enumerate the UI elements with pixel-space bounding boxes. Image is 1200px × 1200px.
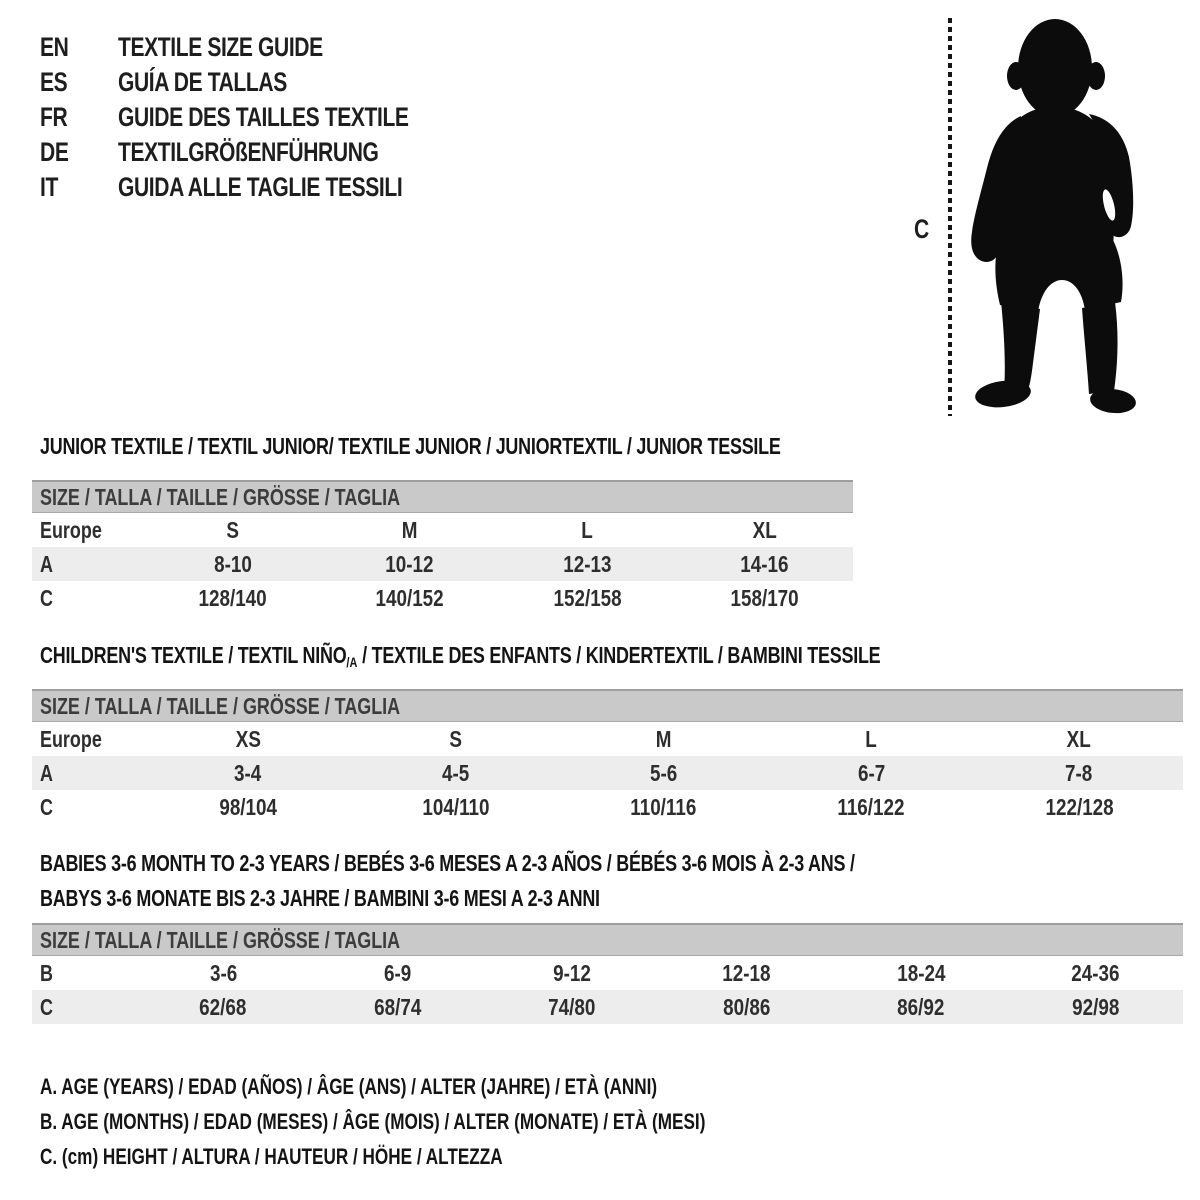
language-code-text: FR [40,102,68,132]
size-cell [144,726,352,753]
language-code [40,67,118,98]
language-title-text: TEXTILGRÖßENFÜHRUNG [118,137,379,167]
height-cell-text: 68/74 [374,993,422,1020]
footnote-a-text: A. AGE (YEARS) / EDAD (AÑOS) / ÂGE (ANS) / ALTER (JAHRE) / ETÀ (ANNI) [40,1073,658,1099]
height-cell-text: 80/86 [723,993,771,1020]
junior-table-header-text: SIZE / TALLA / TAILLE / GRÖSSE / TAGLIA [40,483,401,510]
months-cell [1009,960,1184,987]
age-cell-text: 14-16 [740,550,789,577]
height-dashed-line [948,18,952,416]
height-cell [975,794,1183,821]
size-cell-text: M [402,516,418,543]
babies-row-months [32,956,1183,990]
language-code-text: DE [40,137,69,167]
footnote-b-text: B. AGE (MONTHS) / EDAD (MESES) / ÂGE (MOIS) / ALTER (MONATE) / ETÀ (MESI) [40,1108,706,1134]
footnote-a [40,1069,893,1104]
row-label [32,585,144,612]
height-cell [560,794,768,821]
babies-section-title-line2-text: BABYS 3-6 MONATE BIS 2-3 JAHRE / BAMBINI 3-6 MESI A 2-3 ANNI [40,885,600,911]
language-title-list [40,30,491,205]
row-label-text: C [40,584,53,611]
row-label [32,551,144,578]
language-row-en [40,30,491,65]
size-cell-text: L [865,725,878,752]
age-cell-text: 10-12 [385,550,434,577]
size-cell [321,517,498,544]
footnote-legend [40,1069,893,1174]
age-cell-text: 12-13 [562,550,612,577]
children-title-suffix: / TEXTILE DES ENFANTS / KINDERTEXTIL / BAMBINI TESSILE [357,642,881,668]
size-cell-text: XL [752,516,777,543]
height-cell-text: 92/98 [1072,993,1120,1020]
size-cell [676,517,853,544]
months-cell-text: 3-6 [209,959,237,986]
children-row-europe [32,722,1183,756]
months-cell [136,960,311,987]
row-label-text: Europe [40,516,102,543]
height-cell-text: 86/92 [897,993,945,1020]
height-cell [676,585,853,612]
row-label-text: A [40,550,53,577]
height-cell [136,994,311,1021]
junior-row-age [32,547,853,581]
age-cell-text: 7-8 [1065,759,1093,786]
children-row-age [32,756,1183,790]
age-cell-text: 3-4 [234,759,262,786]
height-cell [485,994,660,1021]
language-title [118,67,335,98]
language-code [40,172,118,203]
age-cell [676,551,853,578]
size-cell [975,726,1183,753]
months-cell-text: 9-12 [553,959,592,986]
babies-section-title-line1-text: BABIES 3-6 MONTH TO 2-3 YEARS / BEBÉS 3-6 MESES A 2-3 AÑOS / BÉBÉS 3-6 MOIS À 2-3 ANS / [40,850,855,876]
height-cell [321,585,498,612]
height-measure-label-text: C [914,214,930,244]
babies-size-table [32,923,1183,1024]
silhouette-head [1018,19,1092,117]
language-row-de [40,135,491,170]
size-cell-text: S [226,516,239,543]
height-cell-text: 98/104 [219,793,277,820]
babies-row-height [32,990,1183,1024]
junior-section-title-text: JUNIOR TEXTILE / TEXTIL JUNIOR/ TEXTILE JUNIOR / JUNIORTEXTIL / JUNIOR TESSILE [40,433,781,459]
height-cell-text: 116/122 [837,793,905,820]
height-cell [660,994,835,1021]
row-label-text: C [40,993,53,1020]
language-code-text: EN [40,32,69,62]
age-cell [352,760,560,787]
age-cell [144,760,352,787]
age-cell-text: 8-10 [213,550,252,577]
language-title-text: TEXTILE SIZE GUIDE [118,32,323,62]
height-cell [144,794,352,821]
language-row-fr [40,100,491,135]
junior-size-table [32,480,853,615]
height-cell-text: 140/152 [375,584,444,611]
months-cell-text: 12-18 [722,959,771,986]
months-cell [660,960,835,987]
size-cell [767,726,975,753]
language-row-it [40,170,491,205]
children-table-header [32,689,1183,722]
language-title [118,102,491,133]
footnote-c-text: C. (cm) HEIGHT / ALTURA / HAUTEUR / HÖHE / ALTEZZA [40,1143,503,1169]
row-label-text: C [40,793,53,820]
months-cell [834,960,1009,987]
height-cell [311,994,486,1021]
language-code-text: IT [40,172,58,202]
size-cell-text: XS [235,725,261,752]
age-cell [975,760,1183,787]
height-cell-text: 122/128 [1044,793,1114,820]
size-cell-text: S [449,725,462,752]
size-cell-text: L [581,516,593,543]
row-label-text: B [40,959,53,986]
language-code [40,102,118,133]
size-cell-text: M [655,725,672,752]
height-cell [499,585,676,612]
size-cell [499,517,676,544]
height-cell [1009,994,1184,1021]
height-measure-label [914,214,934,245]
language-code-text: ES [40,67,68,97]
language-title [118,137,452,168]
language-title [118,32,381,63]
months-cell [311,960,486,987]
height-cell-text: 128/140 [198,584,267,611]
height-cell [767,794,975,821]
language-code [40,32,118,63]
height-cell-text: 62/68 [199,993,247,1020]
size-cell-text: XL [1067,725,1092,752]
height-cell [834,994,1009,1021]
silhouette-ear-right [1087,62,1105,90]
age-cell [144,551,321,578]
row-label [32,726,144,753]
row-label [32,517,144,544]
age-cell-text: 5-6 [649,759,678,786]
months-cell [485,960,660,987]
language-title [118,172,483,203]
age-cell-text: 6-7 [857,759,885,786]
size-cell [560,726,768,753]
footnote-c [40,1139,893,1174]
babies-table-header [32,923,1183,956]
silhouette-ear-left [1007,62,1025,90]
babies-section-title-line1 [40,850,1085,877]
children-section-title [40,642,1117,670]
months-cell-text: 6-9 [384,959,412,986]
children-section-title-text [40,642,880,670]
age-cell [499,551,676,578]
height-cell-text: 74/80 [548,993,596,1020]
toddler-silhouette [963,18,1141,416]
silhouette-shorts [995,240,1122,312]
silhouette-hand-right [1078,171,1104,201]
height-cell-text: 104/110 [422,793,490,820]
footnote-b [40,1104,893,1139]
months-cell-text: 18-24 [897,959,946,986]
row-label [32,960,136,987]
children-title-subscript: /A [346,654,358,670]
height-cell [352,794,560,821]
months-cell-text: 24-36 [1071,959,1120,986]
children-row-height [32,790,1183,824]
size-cell [352,726,560,753]
babies-section-title-line2 [40,885,758,912]
silhouette-leg-right [1082,302,1118,394]
language-row-es [40,65,491,100]
children-table-header-text: SIZE / TALLA / TAILLE / GRÖSSE / TAGLIA [40,692,401,719]
language-title-text: GUÍA DE TALLAS [118,67,287,97]
row-label-text: Europe [40,725,102,752]
junior-row-height [32,581,853,615]
junior-table-header [32,480,853,513]
children-title-prefix: CHILDREN'S TEXTILE / TEXTIL NIÑO [40,642,347,668]
row-label [32,994,136,1021]
row-label [32,760,144,787]
language-code [40,137,118,168]
age-cell [321,551,498,578]
height-cell-text: 110/116 [630,793,697,820]
junior-section-title [40,433,990,460]
junior-row-europe [32,513,853,547]
height-cell [144,585,321,612]
language-title-text: GUIDA ALLE TAGLIE TESSILI [118,172,403,202]
age-cell [767,760,975,787]
age-cell-text: 4-5 [442,759,470,786]
babies-table-header-text: SIZE / TALLA / TAILLE / GRÖSSE / TAGLIA [40,926,401,953]
height-cell-text: 158/170 [730,584,799,611]
size-cell [144,517,321,544]
age-cell [560,760,768,787]
height-cell-text: 152/158 [553,584,622,611]
children-size-table [32,689,1183,824]
row-label [32,794,144,821]
language-title-text: GUIDE DES TAILLES TEXTILE [118,102,409,132]
row-label-text: A [40,759,53,786]
